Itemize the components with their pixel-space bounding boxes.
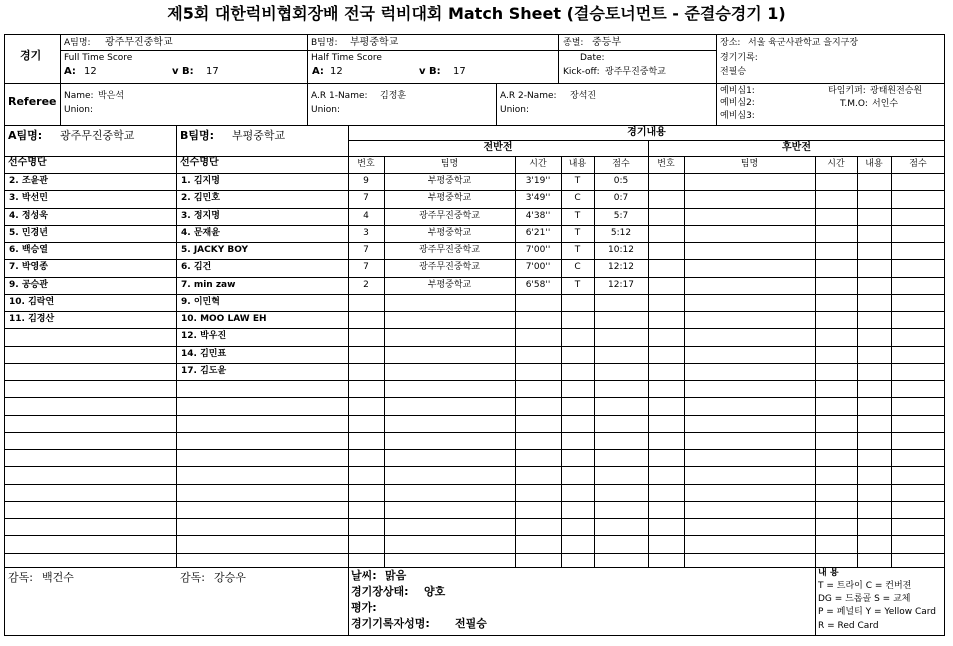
reserve-3: 예비심3: (720, 111, 755, 121)
player-a-item: 9. 공승관 (9, 280, 48, 290)
ar1-union-label: Union: (311, 105, 341, 115)
half-a-score: 12 (330, 66, 343, 77)
col-num-2: 번호 (657, 159, 675, 169)
tmo-label: T.M.O: (840, 99, 868, 109)
player-b-item: 5. JACKY BOY (181, 245, 249, 255)
legend-line-3: P = 페널티 Y = Yellow Card (818, 607, 937, 617)
score-row-content: T (574, 176, 581, 186)
score-row-time: 6'58'' (525, 280, 551, 290)
score-row-score: 10:12 (608, 245, 634, 255)
referee-name: 박은석 (98, 91, 125, 101)
half-b-score: 17 (453, 66, 466, 77)
roster-b-name: 부평중학교 (232, 129, 286, 142)
col-content-1: 내용 (568, 159, 587, 169)
score-row-time: 7'00'' (525, 245, 551, 255)
col-team-2: 팀명 (740, 159, 759, 169)
referee-name-label: Name: (64, 91, 94, 101)
coach-a-label: 감독: (8, 571, 33, 584)
ar1-name: 김정훈 (380, 91, 407, 101)
referee-label: Referee (8, 95, 57, 108)
recorder-value: 전필승 (720, 67, 747, 77)
full-b-score: 17 (206, 66, 219, 77)
ar2-name: 장석진 (570, 91, 597, 101)
col-time-1: 시간 (529, 159, 547, 169)
score-row-content: C (574, 193, 581, 203)
ar1-label: A.R 1-Name: (311, 91, 368, 101)
coach-a-name: 백건수 (42, 571, 74, 584)
score-row-score: 5:12 (610, 228, 632, 238)
full-a-score: 12 (84, 66, 97, 77)
score-row-num: 9 (363, 176, 369, 186)
score-row-team: 광주무진중학교 (419, 245, 480, 255)
full-a-label: A: (64, 66, 76, 77)
category-label: 종별: (563, 38, 584, 48)
signer-value: 전필승 (455, 617, 487, 630)
reserve-1: 예비심1: (720, 86, 755, 96)
roster-a-label: A팀명: (8, 129, 43, 142)
score-row-num: 2 (363, 280, 369, 290)
player-b-item: 10. MOO LAW EH (181, 314, 267, 324)
venue-value: 서울 육군사관학교 을지구장 (748, 38, 859, 48)
full-time-label: Full Time Score (64, 53, 133, 63)
weather-label: 날씨: (351, 569, 377, 582)
player-b-item: 4. 문재윤 (181, 228, 220, 238)
player-a-item: 5. 민경년 (9, 228, 48, 238)
field-value: 양호 (424, 585, 446, 598)
half-b-label: v B: (419, 66, 441, 77)
signer-label: 경기기록자성명: (351, 617, 430, 630)
player-a-item: 2. 조윤관 (9, 176, 48, 186)
team-a-name: 광주무진중학교 (105, 37, 173, 48)
player-a-item: 3. 박선민 (9, 193, 48, 203)
ar2-label: A.R 2-Name: (500, 91, 557, 101)
score-row-time: 7'00'' (525, 262, 551, 272)
date-label: Date: (580, 53, 605, 63)
score-row-time: 3'19'' (525, 176, 551, 186)
col-content-2: 내용 (865, 159, 883, 169)
weather-value: 맑음 (385, 569, 407, 582)
kickoff-value: 광주무진중학교 (605, 67, 666, 77)
team-b-label: B팀명: (311, 38, 338, 48)
field-label: 경기장상태: (351, 585, 409, 598)
player-b-item: 6. 김건 (181, 262, 212, 272)
score-row-num: 7 (363, 245, 369, 255)
kickoff-label: Kick-off: (563, 67, 600, 77)
eval-label: 평가: (351, 601, 377, 614)
score-row-time: 6'21'' (525, 228, 551, 238)
timekeeper-value: 광태원전승원 (870, 86, 923, 96)
score-row-content: T (574, 245, 581, 255)
half-time-label: Half Time Score (311, 53, 382, 63)
col-num-1: 번호 (357, 159, 375, 169)
score-row-content: C (574, 262, 581, 272)
team-a-label: A팀명: (64, 38, 91, 48)
roster-a-header: 선수명단 (8, 157, 47, 168)
player-b-item: 17. 김도윤 (181, 366, 227, 376)
player-b-item: 14. 김민표 (181, 349, 227, 359)
page-title: 제5회 대한럭비협회장배 전국 럭비대회 Match Sheet (결승토너먼트 - 준결승경기 1) (167, 4, 786, 23)
player-a-item: 4. 정성욱 (9, 211, 48, 221)
roster-a-name: 광주무진중학교 (60, 129, 135, 142)
legend-line-4: R = Red Card (818, 621, 879, 631)
player-b-item: 1. 김지명 (181, 176, 220, 186)
coach-b-label: 감독: (180, 571, 205, 584)
referee-union-label: Union: (64, 105, 94, 115)
score-row-num: 7 (363, 262, 369, 272)
player-b-item: 7. min zaw (181, 280, 236, 290)
score-row-content: T (574, 228, 581, 238)
score-row-score: 12:17 (608, 280, 634, 290)
score-row-team: 광주무진중학교 (419, 262, 480, 272)
score-row-time: 4'38'' (525, 211, 551, 221)
col-team-1: 팀명 (440, 159, 459, 169)
score-row-content: T (574, 211, 581, 221)
score-row-score: 0:5 (613, 176, 629, 186)
col-score-2: 점수 (909, 159, 927, 169)
first-half-title: 전반전 (483, 142, 513, 153)
score-row-team: 부평중학교 (427, 193, 472, 203)
timekeeper-label: 타임키퍼: (828, 86, 866, 96)
player-b-item: 2. 김민호 (181, 193, 220, 203)
legend-line-1: T = 트라이 C = 컨버젼 (818, 581, 912, 591)
score-row-score: 0:7 (613, 193, 629, 203)
game-label: 경기 (20, 49, 42, 62)
score-row-score: 12:12 (608, 262, 634, 272)
player-b-item: 3. 정지명 (181, 211, 220, 221)
score-row-num: 7 (363, 193, 369, 203)
recorder-label: 경기기록: (720, 53, 758, 63)
score-row-time: 3'49'' (525, 193, 551, 203)
category-value: 중등부 (592, 37, 621, 48)
player-a-item: 10. 김락연 (9, 297, 55, 307)
team-b-name: 부평중학교 (350, 37, 399, 48)
half-a-label: A: (312, 66, 324, 77)
player-b-item: 12. 박우진 (181, 331, 227, 341)
score-row-team: 부평중학교 (427, 228, 472, 238)
score-row-score: 5:7 (613, 211, 629, 221)
tmo-value: 서인수 (872, 99, 899, 109)
roster-b-label: B팀명: (180, 129, 215, 142)
full-b-label: v B: (172, 66, 194, 77)
player-a-item: 11. 김경산 (9, 314, 55, 324)
ar2-union-label: Union: (500, 105, 530, 115)
col-score-1: 점수 (612, 159, 630, 169)
venue-label: 장소: (720, 38, 741, 48)
score-row-team: 부평중학교 (427, 176, 472, 186)
scoring-title: 경기내용 (627, 127, 666, 138)
legend-title: 내 용 (818, 568, 839, 578)
score-row-num: 3 (363, 228, 369, 238)
player-a-item: 7. 박영종 (9, 262, 48, 272)
player-a-item: 6. 백승열 (9, 245, 48, 255)
score-row-num: 4 (363, 211, 369, 221)
reserve-2: 예비심2: (720, 98, 755, 108)
legend-line-2: DG = 드롭골 S = 교체 (818, 594, 911, 604)
player-b-item: 9. 이민혁 (181, 297, 220, 307)
roster-b-header: 선수명단 (180, 157, 219, 168)
score-row-team: 부평중학교 (427, 280, 472, 290)
coach-b-name: 강승우 (214, 571, 246, 584)
col-time-2: 시간 (827, 159, 845, 169)
second-half-title: 후반전 (782, 142, 811, 153)
score-row-content: T (574, 280, 581, 290)
score-row-team: 광주무진중학교 (419, 211, 480, 221)
